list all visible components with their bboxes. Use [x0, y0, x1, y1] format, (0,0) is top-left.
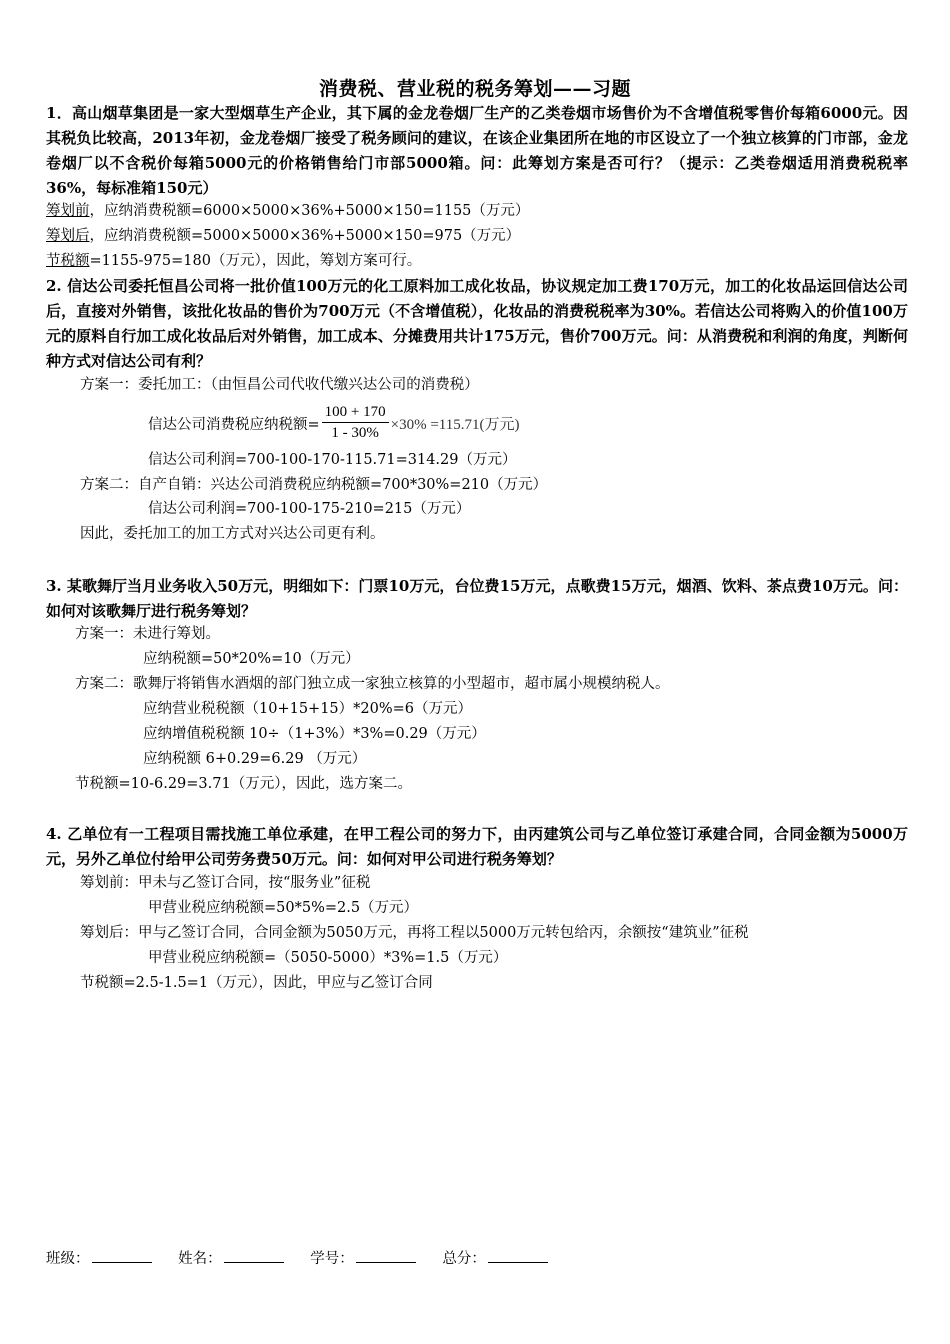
q3-plan2: 方案二：歌舞厅将销售水酒烟的部门独立成一家独立核算的小型超市，超市属小规模纳税人。: [75, 676, 670, 692]
q4-after-tax: 甲营业税应纳税额=（5050-5000）*3%=1.5（万元）: [148, 950, 508, 966]
q2-plan2: 方案二：自产自销：兴达公司消费税应纳税额=700*30%=210（万元）: [80, 477, 548, 493]
q3-plan2-total: 应纳税额 6+0.29=6.29 （万元）: [143, 751, 367, 767]
q2-plan1: 方案一：委托加工：（由恒昌公司代收代缴兴达公司的消费税）: [80, 377, 479, 393]
class-field: [46, 1247, 152, 1268]
question-2: 2. 信达公司委托恒昌公司将一批价值100万元的化工原料加工成化妆品，协议规定加工费170万元，加工的化妆品运回信达公司后，直接对外销售，该批化妆品的售价为700万元（不含增值税），化妆品的消费税税率为30%。若信达公司将购入的价值100万元的原料自行加工成化妆品后对外销售，加工成本、分摊费用共计175万元，售价700万元。问：从消费税和利润的角度，判断何种方式对信达公司有利？: [46, 277, 908, 370]
student-id-field: [310, 1247, 416, 1268]
q3-plan2-business-tax: 应纳营业税税额（10+15+15）*20%=6（万元）: [143, 701, 473, 717]
q2-plan1-profit: 信达公司利润=700-100-170-115.71=314.29（万元）: [148, 452, 517, 468]
q1-before-label: 筹划前: [46, 203, 90, 219]
score-blank[interactable]: [488, 1248, 548, 1263]
q2-formula-prefix: 信达公司消费税应纳税额=: [148, 416, 320, 433]
student-info-footer: [46, 1247, 570, 1268]
class-blank[interactable]: [92, 1248, 152, 1263]
q3-plan2-vat: 应纳增值税税额 10÷（1+3%）*3%=0.29（万元）: [143, 726, 486, 742]
student-id-label: 学号：: [310, 1251, 354, 1267]
q2-formula-fraction: [322, 404, 389, 442]
name-field: [178, 1247, 284, 1268]
name-blank[interactable]: [224, 1248, 284, 1263]
q2-plan2-profit: 信达公司利润=700-100-175-210=215（万元）: [148, 501, 471, 517]
class-label: 班级：: [46, 1251, 90, 1267]
q2-formula-denominator: 1 - 30%: [331, 425, 379, 441]
q4-after: 筹划后：甲与乙签订合同，合同金额为5050万元，再将工程以5000万元转包给丙，余额按“建筑业”征税: [80, 925, 749, 941]
q3-saving: 节税额=10-6.29=3.71（万元），因此，选方案二。: [75, 776, 412, 792]
score-label: 总分：: [442, 1251, 486, 1267]
q4-before-tax: 甲营业税应纳税额=50*5%=2.5（万元）: [148, 900, 419, 916]
question-3: 3. 某歌舞厅当月业务收入50万元，明细如下：门票10万元，台位费15万元，点歌费15万元，烟酒、饮料、茶点费10万元。问：如何对该歌舞厅进行税务筹划？: [46, 577, 908, 620]
q2-formula-numerator: 100 + 170: [322, 404, 389, 423]
q1-after-text: ，应纳消费税额=5000×5000×36%+5000×150=975（万元）: [89, 228, 521, 244]
q1-saving-line: [46, 250, 421, 272]
q2-formula-tail: ×30% =115.71(万元): [390, 416, 520, 433]
q1-after-label: 筹划后: [46, 228, 90, 244]
q4-before: 筹划前：甲未与乙签订合同，按“服务业”征税: [80, 875, 371, 891]
q4-saving: 节税额=2.5-1.5=1（万元），因此，甲应与乙签订合同: [80, 975, 433, 991]
q2-conclusion: 因此，委托加工的加工方式对兴达公司更有利。: [80, 526, 385, 542]
q1-before-line: [46, 200, 529, 222]
name-label: 姓名：: [178, 1251, 222, 1267]
question-1: 1．高山烟草集团是一家大型烟草生产企业，其下属的金龙卷烟厂生产的乙类卷烟市场售价为不含增值税零售价每箱6000元。因其税负比较高，2013年初，金龙卷烟厂接受了税务顾问的建议，在该企业集团所在地的市区设立了一个独立核算的门市部，金龙卷烟厂以不含税价每箱5000元的价格销售给门市部5000箱。问：此筹划方案是否可行？（提示：乙类卷烟适用消费税税率36%，每标准箱150元）: [46, 104, 908, 197]
q1-saving-label: 节税额: [46, 253, 90, 269]
student-id-blank[interactable]: [356, 1248, 416, 1263]
q1-before-text: ，应纳消费税额=6000×5000×36%+5000×150=1155（万元）: [89, 203, 530, 219]
q3-plan1: 方案一：未进行筹划。: [75, 626, 220, 642]
q1-saving-text: =1155-975=180（万元），因此，筹划方案可行。: [89, 253, 422, 269]
page-title: 消费税、营业税的税务筹划——习题: [318, 78, 631, 100]
q1-after-line: [46, 225, 520, 247]
q3-plan1-tax: 应纳税额=50*20%=10（万元）: [143, 651, 360, 667]
score-field: [442, 1247, 548, 1268]
question-4: 4. 乙单位有一工程项目需找施工单位承建，在甲工程公司的努力下，由丙建筑公司与乙单位签订承建合同，合同金额为5000万元，另外乙单位付给甲公司劳务费50万元。问：如何对甲公司进行税务筹划？: [46, 825, 908, 868]
q2-formula: [148, 400, 519, 446]
